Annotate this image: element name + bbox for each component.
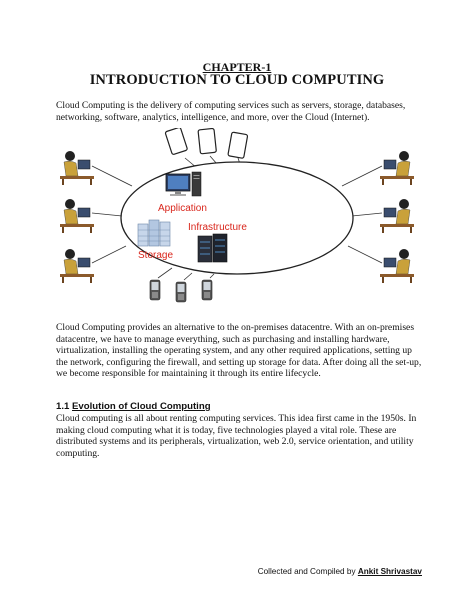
footer	[258, 567, 422, 576]
section-title: Evolution of Cloud Computing	[72, 401, 211, 412]
body-paragraph: Cloud Computing provides an alternative to the on-premises datacentre. With an on-premises datacentre, we have to manage everything, such as purchasing and installing hardware, virtualization, installing the operating system, and any other required applications, setting up the network, configuring the firewall, and setting up storage for data. After doing all the set-up, we become responsible for maintaining it through its entire lifecycle.	[56, 322, 422, 380]
cloud-computing-diagram	[52, 128, 422, 318]
section-heading	[56, 401, 211, 412]
application-label: Application	[158, 203, 207, 214]
storage-label: Storage	[138, 250, 174, 261]
storage-array-icon	[138, 220, 170, 246]
mobile-phone-icon	[176, 282, 186, 302]
person-at-desk-icon	[380, 199, 414, 233]
person-at-desk-icon	[60, 199, 94, 233]
mobile-phone-icon	[150, 280, 160, 300]
section-number: 1.1	[56, 401, 70, 412]
footer-prefix: Collected and Compiled by	[257, 567, 356, 576]
person-at-desk-icon	[60, 151, 94, 185]
section-paragraph: Cloud computing is all about renting computing services. This idea first came in the 1950s. In making cloud computing what it is today, five technologies played a vital role. These are distributed systems and its peripherals, virtualization, web 2.0, service orientation, and utility computing.	[56, 413, 417, 459]
chapter-title: INTRODUCTION TO CLOUD COMPUTING	[89, 72, 385, 88]
person-at-desk-icon	[380, 151, 414, 185]
tablet-icon	[165, 128, 188, 155]
person-at-desk-icon	[380, 249, 414, 283]
tablet-icon	[198, 128, 216, 154]
chapter-number: CHAPTER-1	[202, 60, 272, 74]
footer-author: Ankit Shrivastav	[357, 567, 422, 576]
mobile-phone-icon	[202, 280, 212, 300]
infrastructure-label: Infrastructure	[188, 222, 247, 233]
intro-paragraph: Cloud Computing is the delivery of computing services such as servers, storage, databases, networking, software, analytics, intelligence, and more, over the Cloud (Internet).	[56, 100, 406, 123]
tablet-icon	[228, 132, 248, 158]
person-at-desk-icon	[60, 249, 94, 283]
